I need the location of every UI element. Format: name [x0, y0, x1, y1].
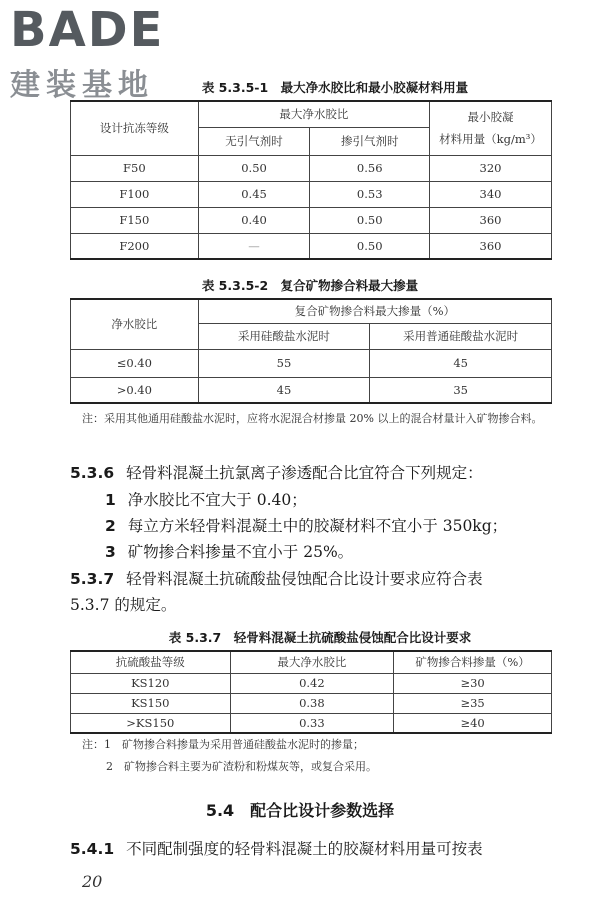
list-item: [105, 514, 507, 536]
cell: >0.40: [71, 377, 199, 403]
table-note: 2 矿物掺合料主要为矿渣粉和粉煤灰等，或复合采用。: [106, 760, 377, 773]
header-max-dosage: 复合矿物掺合料最大掺量（%）: [198, 299, 551, 323]
table-caption: 表 5.3.5-1 最大净水胶比和最小胶凝材料用量: [201, 80, 469, 95]
table-row: [71, 155, 552, 181]
header-silicate: 采用硅酸盐水泥时: [198, 323, 370, 349]
table-note: 注：1 矿物掺合料掺量为采用普通硅酸盐水泥时的掺量；: [82, 738, 364, 751]
item-number: 2: [105, 517, 116, 535]
cell: 320: [430, 155, 552, 181]
cell: 35: [370, 377, 552, 403]
list-item: [105, 488, 307, 510]
cell: ≥35: [394, 693, 552, 713]
header-min-binder: [430, 101, 552, 155]
list-item: [105, 540, 353, 562]
cell: 0.50: [310, 207, 430, 233]
cell: ≤0.40: [71, 349, 199, 377]
cell: 340: [430, 181, 552, 207]
cell: —: [198, 233, 310, 259]
cell: 0.42: [230, 673, 394, 693]
table-caption: 表 5.3.5-2 复合矿物掺合料最大掺量: [201, 278, 419, 293]
cell: KS120: [71, 673, 231, 693]
item-number: 1: [105, 491, 116, 509]
cell: F50: [71, 155, 199, 181]
table-row: [71, 181, 552, 207]
item-number: 3: [105, 543, 116, 561]
header-no-agent: 无引气剂时: [198, 127, 310, 155]
table-row: [71, 377, 552, 403]
cell: ≥30: [394, 673, 552, 693]
page-number: 20: [82, 872, 103, 891]
clause-text: 不同配制强度的轻骨料混凝土的胶凝材料用量可按表: [126, 840, 483, 858]
clause-5-3-6: [70, 460, 483, 486]
header-min-binder-line2: 材料用量（kg/m³）: [439, 132, 542, 147]
cell: 0.50: [310, 233, 430, 259]
clause-number: 5.4.1: [70, 840, 115, 858]
cell: 0.33: [230, 713, 394, 733]
cell: 55: [198, 349, 370, 377]
cell: 360: [430, 207, 552, 233]
logo-subtitle: 建装基地: [10, 68, 154, 103]
mineral-admixture-table: [70, 298, 552, 404]
header-with-agent: 掺引气剂时: [310, 127, 430, 155]
cell: 0.40: [198, 207, 310, 233]
clause-number: 5.3.7: [70, 570, 115, 588]
table-note: 注：采用其他通用硅酸盐水泥时，应将水泥混合材掺量 20% 以上的混合材量计入矿物掺合料。: [82, 412, 543, 425]
header-max-ratio: 最大净水胶比: [198, 101, 429, 127]
table-row: [71, 207, 552, 233]
table-row: [71, 713, 552, 733]
header-max-ratio: 最大净水胶比: [230, 651, 394, 673]
item-text: 矿物掺合料掺量不宜小于 25%。: [127, 543, 354, 561]
clause-text: 轻骨料混凝土抗硫酸盐侵蚀配合比设计要求应符合表: [126, 570, 483, 588]
header-grade: 设计抗冻等级: [71, 101, 199, 155]
cell: F150: [71, 207, 199, 233]
section-heading: 5.4 配合比设计参数选择: [205, 801, 395, 820]
max-ratio-table: [70, 100, 552, 260]
cell: 0.38: [230, 693, 394, 713]
table-row: [71, 693, 552, 713]
clause-5-3-7: [70, 566, 483, 592]
cell: KS150: [71, 693, 231, 713]
header-min-binder-line1: 最小胶凝: [467, 110, 514, 125]
bade-logo: [6, 2, 176, 103]
clause-5-4-1: [70, 836, 483, 862]
table-caption: 表 5.3.7 轻骨料混凝土抗硫酸盐侵蚀配合比设计要求: [168, 630, 472, 645]
cell: ≥40: [394, 713, 552, 733]
clause-continuation: 5.3.7 的规定。: [70, 596, 177, 614]
clause-number: 5.3.6: [70, 464, 115, 482]
clause-text: 轻骨料混凝土抗氯离子渗透配合比宜符合下列规定：: [126, 464, 483, 482]
logo-word: BADE: [10, 2, 165, 58]
cell: 360: [430, 233, 552, 259]
header-mineral: 矿物掺合料掺量（%）: [394, 651, 552, 673]
cell: >KS150: [71, 713, 231, 733]
cell: 0.50: [198, 155, 310, 181]
cell: 0.56: [310, 155, 430, 181]
header-sulfate-grade: 抗硫酸盐等级: [71, 651, 231, 673]
cell: 0.45: [198, 181, 310, 207]
cell: 45: [370, 349, 552, 377]
cell: F200: [71, 233, 199, 259]
item-text: 每立方米轻骨料混凝土中的胶凝材料不宜小于 350kg；: [127, 517, 508, 535]
sulfate-resistance-table: [70, 650, 552, 734]
header-ratio: 净水胶比: [71, 299, 199, 349]
cell: 0.53: [310, 181, 430, 207]
cell: 45: [198, 377, 370, 403]
item-text: 净水胶比不宜大于 0.40；: [127, 491, 307, 509]
table-row: [71, 233, 552, 259]
table-row: [71, 673, 552, 693]
cell: F100: [71, 181, 199, 207]
header-ordinary: 采用普通硅酸盐水泥时: [370, 323, 552, 349]
table-row: [71, 349, 552, 377]
